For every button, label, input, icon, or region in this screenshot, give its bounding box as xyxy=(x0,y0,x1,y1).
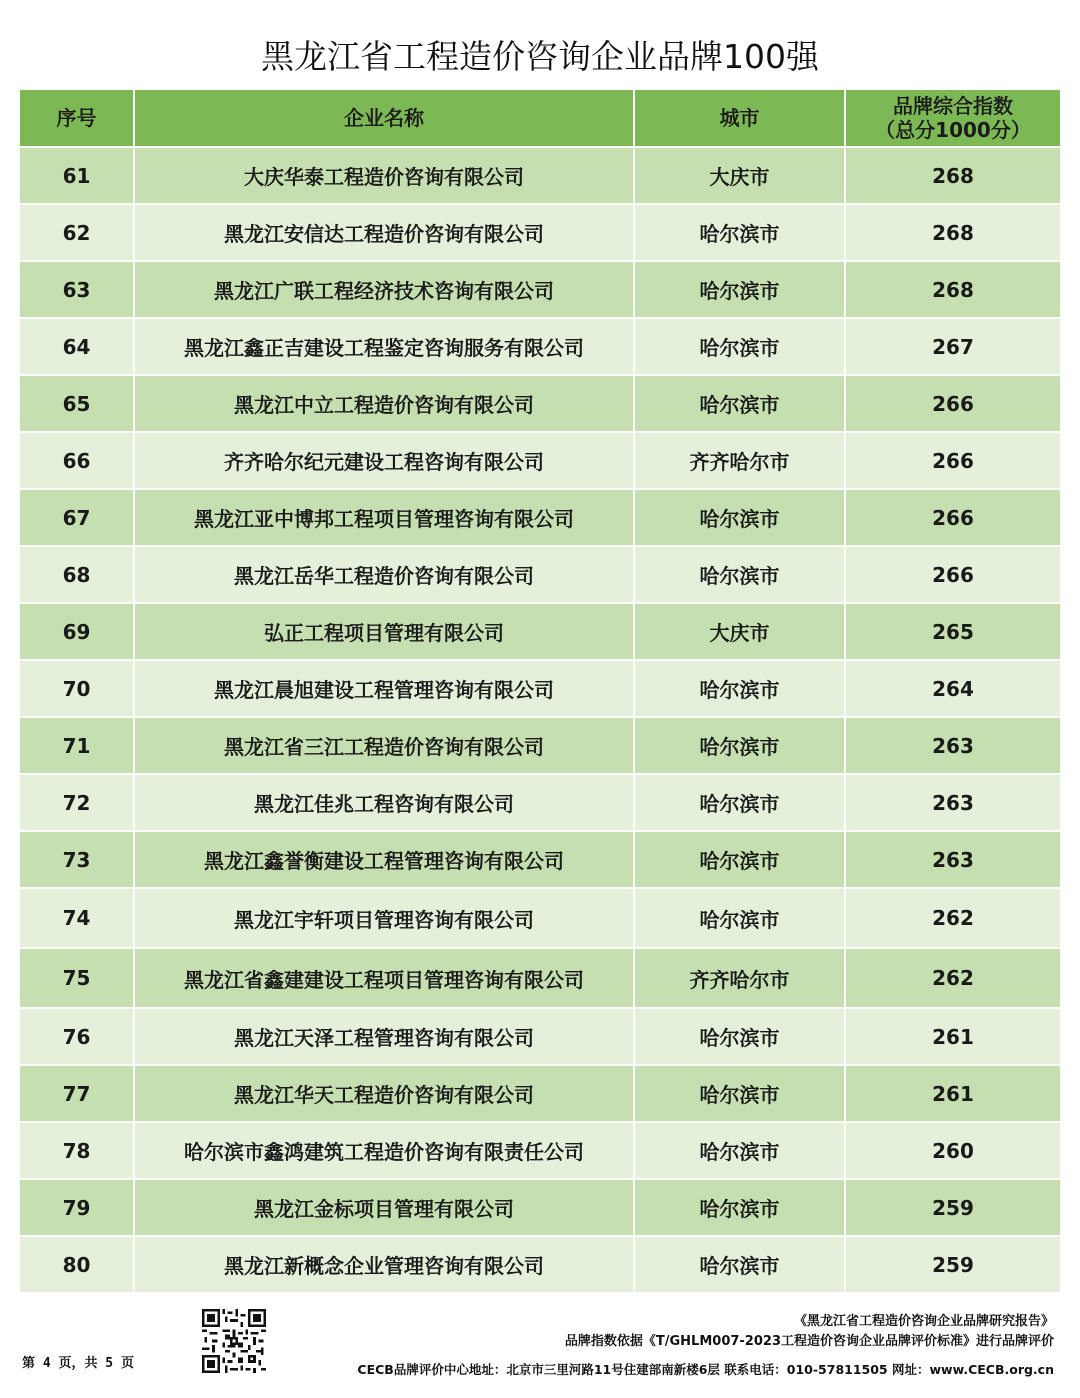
page-title: 黑龙江省工程造价咨询企业品牌100强 xyxy=(261,37,819,76)
cell-score: 261 xyxy=(846,1066,1060,1123)
cell-name: 黑龙江鑫誉衡建设工程管理咨询有限公司 xyxy=(135,832,635,889)
table-row xyxy=(20,433,1060,490)
cell-name: 黑龙江中立工程造价咨询有限公司 xyxy=(135,376,635,433)
header-no: 序号 xyxy=(20,90,135,148)
footer-divider xyxy=(20,1290,1060,1291)
cell-score: 263 xyxy=(846,775,1060,832)
table-header-row xyxy=(20,90,1060,148)
table-row xyxy=(20,148,1060,205)
cell-no: 76 xyxy=(20,1009,135,1066)
cell-no: 62 xyxy=(20,205,135,262)
header-city: 城市 xyxy=(635,90,846,148)
cell-no: 68 xyxy=(20,547,135,604)
cell-city: 哈尔滨市 xyxy=(635,718,846,775)
table-row xyxy=(20,1180,1060,1237)
table-row xyxy=(20,376,1060,433)
evaluation-basis: 品牌指数依据《T/GHLM007-2023工程造价咨询企业品牌评价标准》进行品牌评价 xyxy=(564,1334,1054,1349)
cell-no: 69 xyxy=(20,604,135,661)
cell-city: 哈尔滨市 xyxy=(635,547,846,604)
cell-no: 79 xyxy=(20,1180,135,1237)
header-name: 企业名称 xyxy=(135,90,635,148)
table-row xyxy=(20,490,1060,547)
cell-no: 64 xyxy=(20,319,135,376)
table-row xyxy=(20,1123,1060,1180)
cell-no: 74 xyxy=(20,889,135,949)
cell-name: 黑龙江亚中博邦工程项目管理咨询有限公司 xyxy=(135,490,635,547)
cell-city: 大庆市 xyxy=(635,148,846,205)
cell-name: 黑龙江宇轩项目管理咨询有限公司 xyxy=(135,889,635,949)
header-score-line1: 品牌综合指数 xyxy=(893,94,1013,118)
table-row xyxy=(20,319,1060,376)
cell-score: 268 xyxy=(846,205,1060,262)
table-row xyxy=(20,949,1060,1009)
cell-name: 大庆华泰工程造价咨询有限公司 xyxy=(135,148,635,205)
cell-name: 黑龙江天泽工程管理咨询有限公司 xyxy=(135,1009,635,1066)
report-title: 《黑龙江省工程造价咨询企业品牌研究报告》 xyxy=(793,1314,1054,1329)
header-score-line2: （总分1000分） xyxy=(875,118,1031,142)
cell-city: 哈尔滨市 xyxy=(635,889,846,949)
cell-city: 哈尔滨市 xyxy=(635,661,846,718)
cell-score: 268 xyxy=(846,148,1060,205)
cell-name: 黑龙江华天工程造价咨询有限公司 xyxy=(135,1066,635,1123)
table-row xyxy=(20,661,1060,718)
cell-name: 黑龙江晨旭建设工程管理咨询有限公司 xyxy=(135,661,635,718)
cell-city: 哈尔滨市 xyxy=(635,775,846,832)
cell-no: 67 xyxy=(20,490,135,547)
table-row xyxy=(20,547,1060,604)
page-number: 第 4 页，共 5 页 xyxy=(22,1356,134,1371)
cell-no: 72 xyxy=(20,775,135,832)
cell-score: 262 xyxy=(846,889,1060,949)
cell-city: 哈尔滨市 xyxy=(635,832,846,889)
cell-city: 哈尔滨市 xyxy=(635,319,846,376)
cell-no: 65 xyxy=(20,376,135,433)
cell-no: 73 xyxy=(20,832,135,889)
cell-score: 266 xyxy=(846,433,1060,490)
cell-no: 66 xyxy=(20,433,135,490)
cell-name: 齐齐哈尔纪元建设工程咨询有限公司 xyxy=(135,433,635,490)
cell-city: 齐齐哈尔市 xyxy=(635,433,846,490)
cell-city: 大庆市 xyxy=(635,604,846,661)
cell-city: 哈尔滨市 xyxy=(635,376,846,433)
cell-name: 哈尔滨市鑫鸿建筑工程造价咨询有限责任公司 xyxy=(135,1123,635,1180)
cell-name: 黑龙江佳兆工程咨询有限公司 xyxy=(135,775,635,832)
cell-name: 黑龙江安信达工程造价咨询有限公司 xyxy=(135,205,635,262)
cell-no: 71 xyxy=(20,718,135,775)
table-row xyxy=(20,205,1060,262)
cell-city: 哈尔滨市 xyxy=(635,205,846,262)
cell-score: 264 xyxy=(846,661,1060,718)
table-row xyxy=(20,1009,1060,1066)
cell-name: 黑龙江省鑫建建设工程项目管理咨询有限公司 xyxy=(135,949,635,1009)
cell-city: 哈尔滨市 xyxy=(635,1123,846,1180)
ranking-table xyxy=(20,90,1060,1294)
cell-no: 78 xyxy=(20,1123,135,1180)
cell-no: 75 xyxy=(20,949,135,1009)
header-score xyxy=(846,90,1060,148)
table-row xyxy=(20,775,1060,832)
cell-name: 弘正工程项目管理有限公司 xyxy=(135,604,635,661)
cell-no: 61 xyxy=(20,148,135,205)
cell-no: 70 xyxy=(20,661,135,718)
cell-score: 259 xyxy=(846,1237,1060,1294)
cell-name: 黑龙江新概念企业管理咨询有限公司 xyxy=(135,1237,635,1294)
cell-name: 黑龙江鑫正吉建设工程鉴定咨询服务有限公司 xyxy=(135,319,635,376)
cell-name: 黑龙江省三江工程造价咨询有限公司 xyxy=(135,718,635,775)
cell-score: 263 xyxy=(846,718,1060,775)
table-row xyxy=(20,1066,1060,1123)
cell-no: 63 xyxy=(20,262,135,319)
cell-score: 266 xyxy=(846,376,1060,433)
cell-city: 哈尔滨市 xyxy=(635,1180,846,1237)
cell-city: 哈尔滨市 xyxy=(635,490,846,547)
cell-score: 263 xyxy=(846,832,1060,889)
cell-score: 266 xyxy=(846,490,1060,547)
cell-score: 266 xyxy=(846,547,1060,604)
cell-city: 齐齐哈尔市 xyxy=(635,949,846,1009)
table-row xyxy=(20,604,1060,661)
cell-score: 265 xyxy=(846,604,1060,661)
table-row xyxy=(20,889,1060,949)
qr-code-icon xyxy=(202,1309,266,1373)
cell-score: 259 xyxy=(846,1180,1060,1237)
cell-score: 262 xyxy=(846,949,1060,1009)
cell-score: 261 xyxy=(846,1009,1060,1066)
cell-city: 哈尔滨市 xyxy=(635,1066,846,1123)
cell-name: 黑龙江广联工程经济技术咨询有限公司 xyxy=(135,262,635,319)
table-row xyxy=(20,832,1060,889)
cell-score: 260 xyxy=(846,1123,1060,1180)
cell-no: 80 xyxy=(20,1237,135,1294)
cell-city: 哈尔滨市 xyxy=(635,1009,846,1066)
cell-score: 267 xyxy=(846,319,1060,376)
cell-name: 黑龙江岳华工程造价咨询有限公司 xyxy=(135,547,635,604)
cell-name: 黑龙江金标项目管理有限公司 xyxy=(135,1180,635,1237)
cell-city: 哈尔滨市 xyxy=(635,262,846,319)
table-row xyxy=(20,262,1060,319)
contact-info: CECB品牌评价中心地址：北京市三里河路11号住建部南新楼6层 联系电话：010-57811505 网址：www.CECB.org.cn xyxy=(357,1362,1054,1377)
table-row xyxy=(20,718,1060,775)
cell-no: 77 xyxy=(20,1066,135,1123)
cell-score: 268 xyxy=(846,262,1060,319)
cell-city: 哈尔滨市 xyxy=(635,1237,846,1294)
table-row xyxy=(20,1237,1060,1294)
